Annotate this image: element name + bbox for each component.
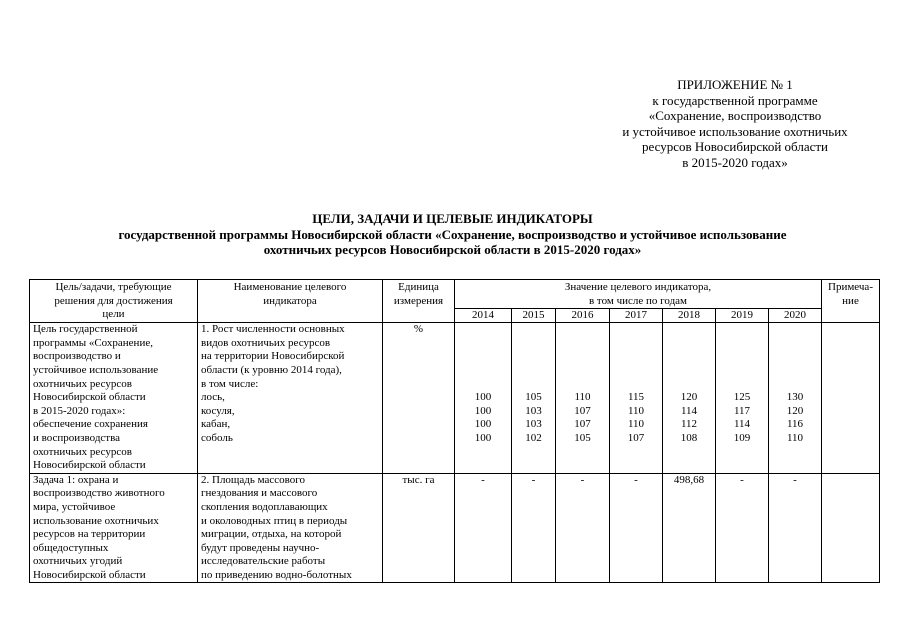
appendix-line: «Сохранение, воспроизводство bbox=[648, 108, 822, 124]
year-header: 2020 bbox=[769, 309, 822, 323]
header-goal: Цель/задачи, требующие решения для достижения цели bbox=[30, 280, 198, 323]
value-cell: - bbox=[716, 473, 769, 583]
year-header: 2016 bbox=[556, 309, 610, 323]
appendix-line: ПРИЛОЖЕНИЕ № 1 bbox=[677, 77, 793, 92]
appendix-header bbox=[590, 77, 880, 171]
document-subtitle-line: государственной программы Новосибирской области «Сохранение, воспроизводство и устойчивое использование bbox=[118, 226, 787, 242]
value-cell: - bbox=[455, 473, 512, 583]
year-header: 2014 bbox=[455, 309, 512, 323]
value-cell: 130 120 116 110 bbox=[769, 323, 822, 474]
document-title: ЦЕЛИ, ЗАДАЧИ И ЦЕЛЕВЫЕ ИНДИКАТОРЫ bbox=[312, 211, 593, 226]
value-cell: 125 117 114 109 bbox=[716, 323, 769, 474]
appendix-line: к государственной программе bbox=[652, 92, 818, 108]
value-cell: 115 110 110 107 bbox=[610, 323, 663, 474]
table-row bbox=[30, 323, 880, 474]
appendix-line: и устойчивое использование охотничьих bbox=[622, 123, 848, 139]
year-header: 2019 bbox=[716, 309, 769, 323]
year-header: 2015 bbox=[512, 309, 556, 323]
document-subtitle-line: охотничьих ресурсов Новосибирской области в 2015-2020 годах» bbox=[263, 242, 642, 258]
indicator-cell: 2. Площадь массового гнездования и массового скопления водоплавающих и околоводных птиц в периоды миграции, отдыха, на которой будут проведены научно- исследовательские работы по приведению водно-болотных bbox=[198, 473, 383, 583]
table-row bbox=[30, 473, 880, 583]
note-cell bbox=[822, 473, 880, 583]
unit-cell: тыс. га bbox=[383, 473, 455, 583]
header-unit: Единица измерения bbox=[383, 280, 455, 323]
indicator-cell: 1. Рост численности основных видов охотничьих ресурсов на территории Новосибирской области (к уровню 2014 года), в том числе: лось, косуля, кабан, соболь bbox=[198, 323, 383, 474]
value-cell: - bbox=[556, 473, 610, 583]
year-header: 2017 bbox=[610, 309, 663, 323]
value-cell: 100 100 100 100 bbox=[455, 323, 512, 474]
header-indicator: Наименование целевого индикатора bbox=[198, 280, 383, 323]
value-cell: 105 103 103 102 bbox=[512, 323, 556, 474]
document-heading bbox=[30, 211, 875, 258]
value-cell: - bbox=[769, 473, 822, 583]
value-cell: 498,68 bbox=[663, 473, 716, 583]
value-cell: 110 107 107 105 bbox=[556, 323, 610, 474]
value-cell: - bbox=[512, 473, 556, 583]
note-cell bbox=[822, 323, 880, 474]
goal-cell: Цель государственной программы «Сохранение, воспроизводство и устойчивое использование охотничьих ресурсов Новосибирской области в 2015-2020 годах»: обеспечение сохранения и воспроизводства охотничьих ресурсов Новосибирской области bbox=[30, 323, 198, 474]
appendix-line: в 2015-2020 годах» bbox=[682, 154, 788, 170]
appendix-line: ресурсов Новосибирской области bbox=[642, 139, 828, 155]
table-header-row bbox=[30, 280, 880, 309]
indicators-table bbox=[29, 279, 880, 583]
unit-cell: % bbox=[383, 323, 455, 474]
goal-cell: Задача 1: охрана и воспроизводство животного мира, устойчивое использование охотничьих ресурсов на территории общедоступных охотничьих угодий Новосибирской области bbox=[30, 473, 198, 583]
header-value: Значение целевого индикатора, в том числе по годам bbox=[455, 280, 822, 309]
year-header: 2018 bbox=[663, 309, 716, 323]
value-cell: - bbox=[610, 473, 663, 583]
value-cell: 120 114 112 108 bbox=[663, 323, 716, 474]
header-note: Примеча- ние bbox=[822, 280, 880, 323]
